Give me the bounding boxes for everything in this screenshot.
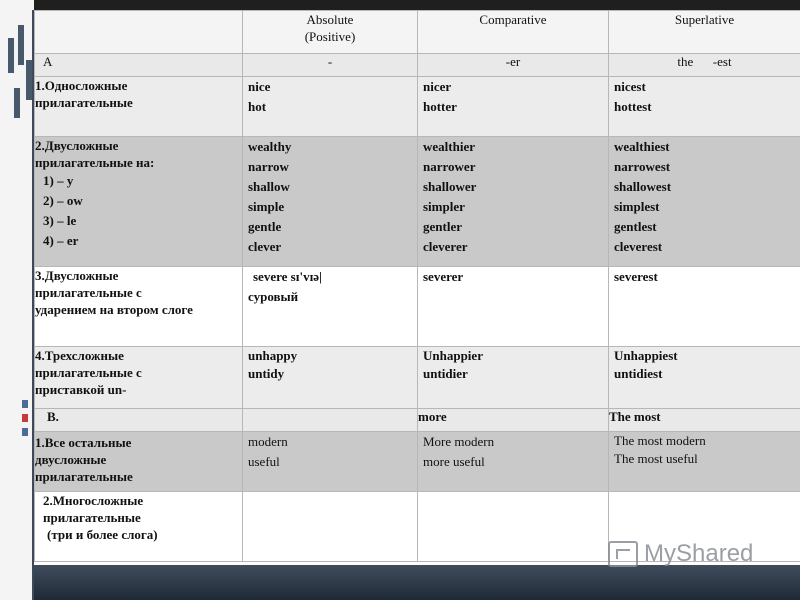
word: gentler (423, 219, 462, 234)
section-b-superlative: The most (609, 409, 800, 432)
section-b-label: B. (35, 409, 243, 432)
table-row (35, 347, 800, 409)
row-category (35, 347, 243, 409)
header-blank-cell (35, 11, 243, 54)
deco-square (22, 414, 28, 422)
section-a-label: A (35, 54, 243, 77)
category-line: ударением на втором слоге (35, 302, 193, 317)
row-absolute (243, 77, 418, 137)
word: shallowest (614, 179, 672, 194)
word: shallower (423, 179, 477, 194)
section-b-comparative: more (418, 409, 609, 432)
watermark-text: MyShared (644, 540, 754, 567)
category-line: прилагательные (35, 95, 133, 110)
word: shallow (248, 179, 290, 194)
word: useful (248, 454, 280, 469)
word: nicest (614, 79, 646, 94)
word: wealthier (423, 139, 475, 154)
category-line: 4.Трехсложные (35, 348, 124, 363)
header-absolute (243, 11, 418, 54)
table-row (35, 432, 800, 492)
word: simple (248, 199, 285, 214)
word: The most useful (614, 451, 698, 466)
category-line: прилагательные (43, 510, 141, 525)
row-category (35, 267, 243, 347)
deco-square (22, 400, 28, 408)
category-line: 2.Многосложные (43, 493, 144, 508)
category-line: 2.Двусложные (35, 138, 119, 153)
row-absolute (243, 267, 418, 347)
adjective-degrees-table (34, 10, 800, 562)
row-superlative (609, 432, 800, 492)
category-line: приставкой un- (35, 382, 127, 397)
word: untidy (248, 366, 285, 381)
category-line: прилагательные (35, 469, 133, 484)
word: untidiest (614, 366, 663, 381)
section-a-superlative-est: -est (712, 54, 732, 69)
deco-bar (14, 88, 20, 118)
word: untidier (423, 366, 468, 381)
word: Unhappier (423, 348, 483, 363)
word: nicer (423, 79, 452, 94)
table-row (35, 267, 800, 347)
watermark-logo (608, 540, 753, 568)
bottom-frame-bar (34, 565, 800, 600)
word: simplest (614, 199, 660, 214)
section-a-comparative: -er (418, 54, 609, 77)
row-superlative (609, 77, 800, 137)
category-line: прилагательные на: (35, 155, 155, 170)
category-line: прилагательные с (35, 365, 142, 380)
word: severe sɪ'vɪə| (253, 269, 322, 284)
category-line: 1) – y (43, 173, 74, 188)
deco-square (22, 428, 28, 436)
word: wealthy (248, 139, 292, 154)
row-category (35, 492, 243, 562)
word: narrowest (614, 159, 671, 174)
category-line: 3) – le (43, 213, 77, 228)
word: The most modern (614, 433, 706, 448)
word: narrow (248, 159, 289, 174)
row-superlative (609, 137, 800, 267)
row-comparative (418, 267, 609, 347)
header-absolute-line1: Absolute (306, 12, 354, 27)
category-line: 4) – er (43, 233, 79, 248)
row-absolute (243, 492, 418, 562)
word: hotter (423, 99, 457, 114)
word: nice (248, 79, 271, 94)
category-line: 1.Все остальные (35, 435, 132, 450)
word: gentlest (614, 219, 657, 234)
category-line: двусложные (35, 452, 107, 467)
word: more useful (423, 454, 485, 469)
header-absolute-line2: (Positive) (304, 29, 356, 44)
section-a-superlative (609, 54, 800, 77)
row-comparative (418, 347, 609, 409)
row-comparative (418, 77, 609, 137)
word: simpler (423, 199, 465, 214)
section-a-absolute: - (243, 54, 418, 77)
word: narrower (423, 159, 476, 174)
word: суровый (248, 289, 299, 304)
row-comparative (418, 492, 609, 562)
section-b-row (35, 409, 800, 432)
row-superlative (609, 347, 800, 409)
word: cleverest (614, 239, 663, 254)
header-comparative: Comparative (418, 11, 609, 54)
top-frame-bar (0, 0, 800, 10)
deco-bar (18, 25, 24, 65)
presentation-icon (608, 541, 638, 567)
table-row (35, 77, 800, 137)
word: hot (248, 99, 267, 114)
table-row (35, 137, 800, 267)
word: cleverer (423, 239, 468, 254)
category-line: (три и более слога) (47, 527, 158, 542)
deco-bar (8, 38, 14, 73)
row-comparative (418, 432, 609, 492)
word: Unhappiest (614, 348, 678, 363)
word: hottest (614, 99, 652, 114)
section-b-absolute (243, 409, 418, 432)
row-superlative (609, 267, 800, 347)
deco-bar (26, 60, 32, 100)
category-line: 3.Двусложные (35, 268, 119, 283)
category-line: прилагательные с (35, 285, 142, 300)
word: clever (248, 239, 282, 254)
section-a-row (35, 54, 800, 77)
row-category (35, 77, 243, 137)
row-comparative (418, 137, 609, 267)
row-absolute (243, 432, 418, 492)
row-absolute (243, 137, 418, 267)
category-line: 2) – ow (43, 193, 83, 208)
word: More modern (423, 434, 495, 449)
row-absolute (243, 347, 418, 409)
word: modern (248, 434, 288, 449)
row-category (35, 137, 243, 267)
row-category (35, 432, 243, 492)
word: unhappy (248, 348, 298, 363)
header-superlative: Superlative (609, 11, 800, 54)
category-line: 1.Односложные (35, 78, 128, 93)
word: severer (423, 269, 464, 284)
word: gentle (248, 219, 282, 234)
section-a-superlative-the: the (677, 54, 694, 69)
word: severest (614, 269, 658, 284)
word: wealthiest (614, 139, 670, 154)
